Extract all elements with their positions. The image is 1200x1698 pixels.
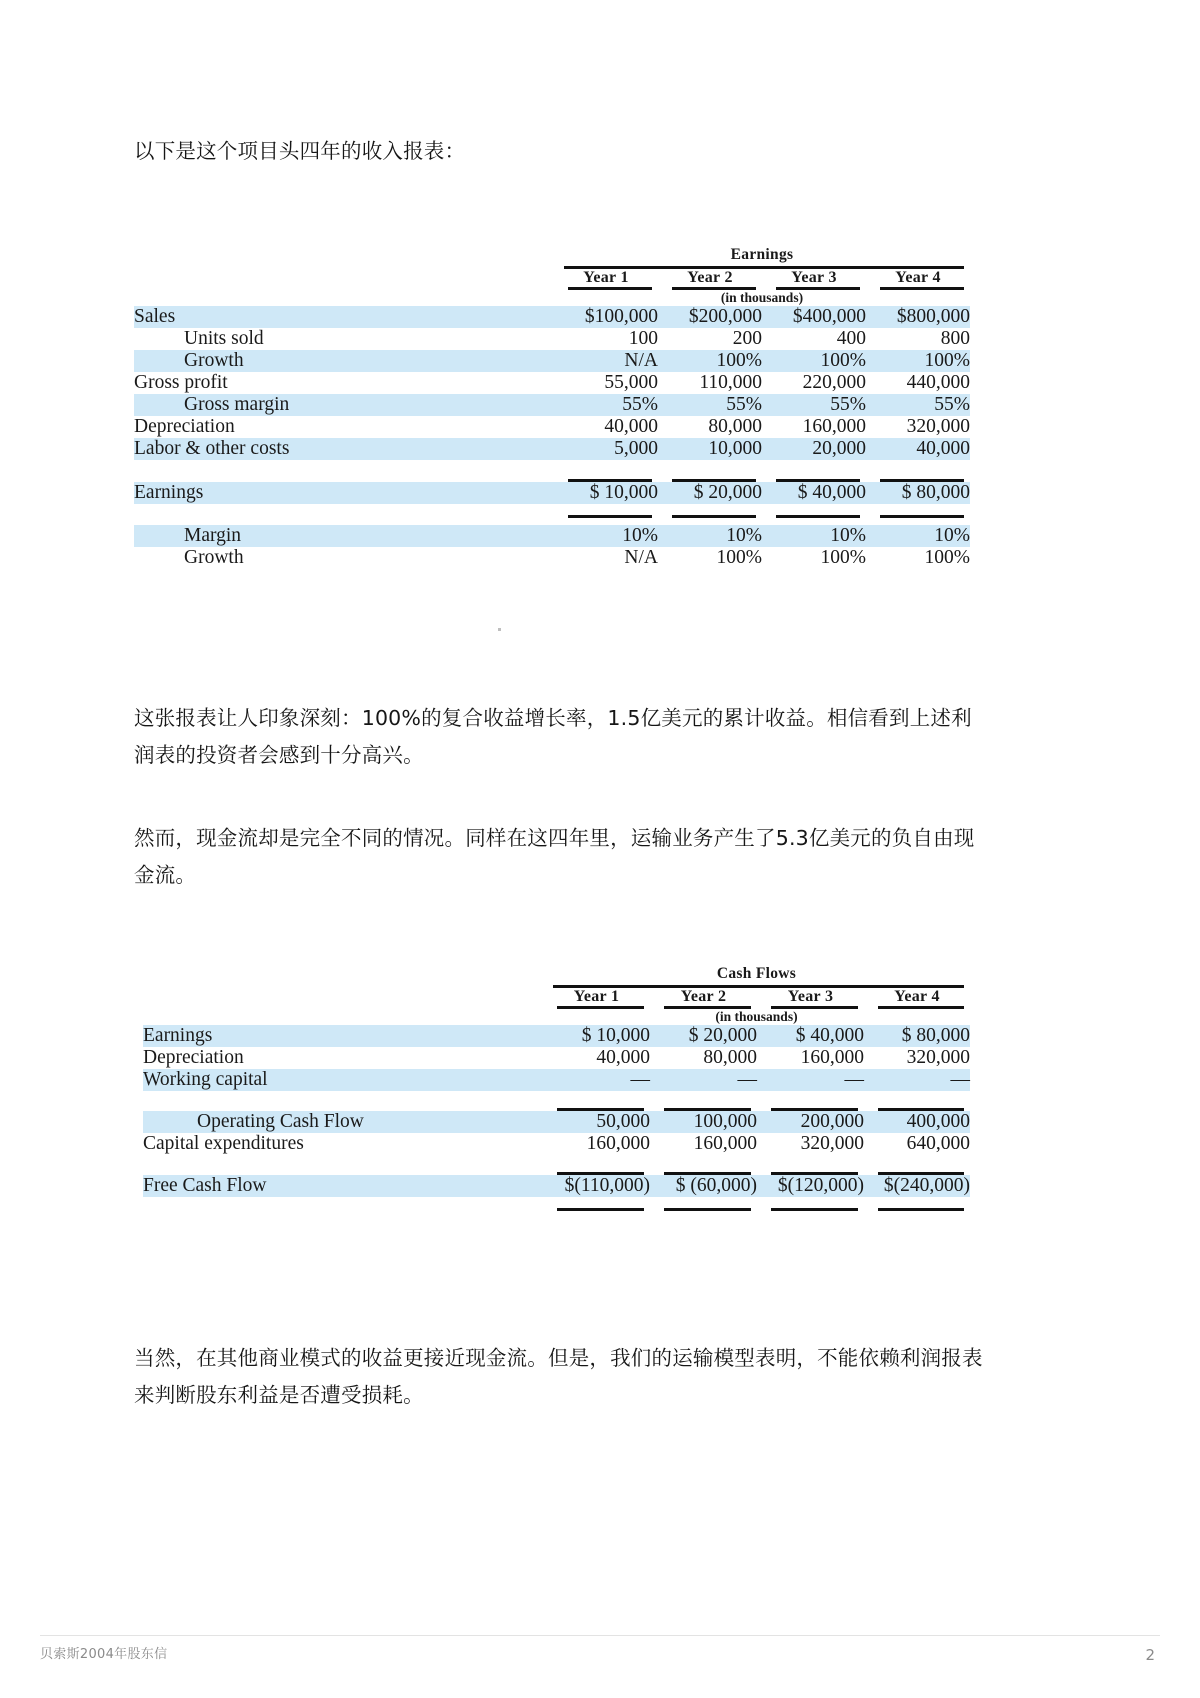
table-row (134, 438, 970, 460)
total-value-year-1: $ 10,000 (589, 482, 658, 503)
paragraph-closing-text: 当然，在其他商业模式的收益更接近现金流。但是，我们的运输模型表明，不能依赖利润报表来判断股东利益是否遭受损耗。 (134, 1346, 983, 1407)
paragraph-before-cashflow-text: 然而，现金流却是完全不同的情况。同样在这四年里，运输业务产生了5.3亿美元的负自由现金流。 (134, 826, 975, 887)
header-blank-cell (143, 988, 543, 1006)
row-value-year-3: 220,000 (802, 372, 866, 393)
row-value-year-1: 40,000 (604, 416, 658, 437)
row-value-year-4: 100% (924, 547, 970, 568)
row-label: Margin (184, 525, 242, 546)
spacer-cell (134, 518, 554, 525)
total-row-label: Earnings (134, 482, 204, 503)
subtotal-rule-3 (757, 1091, 864, 1111)
earnings-subtotal-rule-row (134, 460, 970, 482)
fcf-rule-3 (757, 1155, 864, 1175)
total-value-year-3: $(120,000) (777, 1175, 864, 1196)
row-label: Depreciation (134, 416, 235, 437)
column-header-year-2: Year 2 (687, 269, 733, 286)
row-value-year-2: 10,000 (708, 438, 762, 459)
column-header-year-1: Year 1 (583, 269, 629, 286)
table-row (134, 372, 970, 394)
cashflow-units-row (143, 1009, 970, 1025)
row-value-year-4: 320,000 (906, 416, 970, 437)
free-cash-flow-row (143, 1175, 970, 1197)
row-value-year-1: 40,000 (596, 1047, 650, 1068)
table-row (143, 1069, 970, 1091)
row-value-year-3: — (844, 1069, 864, 1090)
row-value-year-2: 160,000 (693, 1133, 757, 1154)
closing-rule-2 (650, 1197, 757, 1211)
row-label: Gross margin (184, 394, 290, 415)
spacer-cell (658, 518, 762, 525)
spacer-cell (554, 518, 658, 525)
paragraph-closing (134, 1340, 990, 1414)
table-row (134, 394, 970, 416)
row-value-year-2: 100% (716, 350, 762, 371)
spacer-cell (143, 1155, 543, 1175)
footer-divider (40, 1635, 1160, 1636)
row-value-year-2: — (737, 1069, 757, 1090)
total-value-year-1: $(110,000) (564, 1175, 650, 1196)
row-value-year-1: 10% (622, 525, 658, 546)
row-value-year-1: $ 10,000 (581, 1025, 650, 1046)
subtotal-rule-1 (543, 1091, 650, 1111)
footer-source: 贝索斯2004年股东信 (40, 1647, 168, 1662)
total-value-year-3: $ 40,000 (797, 482, 866, 503)
subtotal-rule-3 (762, 460, 866, 482)
table-row (134, 416, 970, 438)
cashflow-title-row (143, 965, 970, 983)
row-value-year-3: 320,000 (800, 1133, 864, 1154)
earnings-total-row (134, 482, 970, 504)
subtotal-rule-2 (658, 460, 762, 482)
row-value-year-4: 440,000 (906, 372, 970, 393)
row-value-year-2: 100% (716, 547, 762, 568)
total-value-year-2: $ 20,000 (693, 482, 762, 503)
row-label: Growth (184, 547, 244, 568)
row-value-year-3: 10% (830, 525, 866, 546)
table-row (143, 1133, 970, 1155)
spacer-cell (143, 965, 543, 983)
spacer-cell (134, 246, 554, 264)
spacer-cell (762, 518, 866, 525)
total-rule-3 (762, 504, 866, 518)
spacer-cell (143, 1091, 543, 1111)
header-blank-cell (134, 269, 554, 287)
column-header-year-3: Year 3 (791, 269, 837, 286)
row-value-year-4: — (950, 1069, 970, 1090)
row-value-year-3: 20,000 (812, 438, 866, 459)
row-value-year-4: $800,000 (896, 306, 970, 327)
spacer-cell (134, 460, 554, 482)
row-value-year-4: 55% (934, 394, 970, 415)
earnings-header-row (134, 269, 970, 287)
spacer-cell (866, 518, 970, 525)
row-label: Depreciation (143, 1047, 244, 1068)
row-label: Working capital (143, 1069, 268, 1090)
row-value-year-3: 100% (820, 547, 866, 568)
subtotal-value-year-1: 50,000 (596, 1111, 650, 1132)
total-rule-4 (866, 504, 970, 518)
paragraph-after-earnings-text: 这张报表让人印象深刻：100%的复合收益增长率，1.5亿美元的累计收益。相信看到上述利润表的投资者会感到十分高兴。 (134, 706, 972, 767)
row-label: Gross profit (134, 372, 228, 393)
row-value-year-3: $ 40,000 (795, 1025, 864, 1046)
spacer-cell (134, 504, 554, 518)
cashflow-subtotal-row (143, 1111, 970, 1133)
row-label: Capital expenditures (143, 1133, 304, 1154)
fcf-rule-2 (650, 1155, 757, 1175)
earnings-table-title: Earnings (730, 246, 794, 263)
row-label: Earnings (143, 1025, 213, 1046)
total-value-year-2: $ (60,000) (675, 1175, 757, 1196)
subtotal-row-label: Operating Cash Flow (197, 1111, 364, 1132)
row-value-year-1: — (630, 1069, 650, 1090)
subtotal-value-year-2: 100,000 (693, 1111, 757, 1132)
row-value-year-2: 110,000 (699, 372, 762, 393)
total-row-label: Free Cash Flow (143, 1175, 267, 1196)
column-header-year-3: Year 3 (787, 988, 834, 1005)
paragraph-after-earnings (134, 700, 982, 774)
row-value-year-1: 55% (622, 394, 658, 415)
cashflow-closing-rule-row (143, 1197, 970, 1211)
row-value-year-1: N/A (624, 547, 658, 568)
row-value-year-4: 100% (924, 350, 970, 371)
subtotal-rule-1 (554, 460, 658, 482)
table-row (134, 328, 970, 350)
subtotal-rule-2 (650, 1091, 757, 1111)
subtotal-rule-4 (864, 1091, 970, 1111)
cashflow-header-row (143, 988, 970, 1006)
table-row (134, 306, 970, 328)
row-value-year-4: 10% (934, 525, 970, 546)
column-header-year-4: Year 4 (894, 988, 940, 1005)
cashflow-total-rule-row (143, 1155, 970, 1175)
row-value-year-4: 320,000 (906, 1047, 970, 1068)
closing-rule-1 (543, 1197, 650, 1211)
row-value-year-1: 100 (628, 328, 658, 349)
row-value-year-3: $400,000 (792, 306, 866, 327)
row-value-year-3: 160,000 (800, 1047, 864, 1068)
spacer-cell (134, 290, 554, 306)
page-artifact-dot (498, 628, 501, 631)
subtotal-rule-4 (866, 460, 970, 482)
row-value-year-2: $200,000 (688, 306, 762, 327)
row-value-year-2: 200 (732, 328, 762, 349)
row-value-year-2: 80,000 (703, 1047, 757, 1068)
closing-rule-4 (864, 1197, 970, 1211)
row-value-year-1: $100,000 (584, 306, 658, 327)
spacer-row (134, 518, 970, 525)
closing-rule-3 (757, 1197, 864, 1211)
earnings-table (134, 246, 970, 569)
row-value-year-1: N/A (624, 350, 658, 371)
paragraph-intro-text: 以下是这个项目头四年的收入报表： (134, 139, 466, 163)
cashflow-table-title: Cash Flows (716, 965, 797, 982)
row-value-year-4: $ 80,000 (901, 1025, 970, 1046)
table-row (134, 525, 970, 547)
row-label: Sales (134, 306, 176, 327)
row-value-year-2: 10% (726, 525, 762, 546)
total-rule-2 (658, 504, 762, 518)
row-value-year-1: 55,000 (604, 372, 658, 393)
row-value-year-3: 55% (830, 394, 866, 415)
subtotal-value-year-4: 400,000 (906, 1111, 970, 1132)
cashflow-table (143, 965, 970, 1211)
total-value-year-4: $ 80,000 (901, 482, 970, 503)
earnings-title-row (134, 246, 970, 264)
column-header-year-1: Year 1 (573, 988, 620, 1005)
row-value-year-2: 80,000 (708, 416, 762, 437)
row-value-year-1: 160,000 (586, 1133, 650, 1154)
table-row (143, 1047, 970, 1069)
row-label: Units sold (184, 328, 264, 349)
table-row (143, 1025, 970, 1047)
column-header-year-2: Year 2 (680, 988, 727, 1005)
row-label: Growth (184, 350, 244, 371)
row-value-year-1: 5,000 (614, 438, 658, 459)
table-row (134, 547, 970, 569)
row-value-year-4: 640,000 (906, 1133, 970, 1154)
paragraph-intro (134, 133, 994, 170)
row-value-year-3: 100% (820, 350, 866, 371)
earnings-total-rule-row (134, 504, 970, 518)
page-number: 2 (1145, 1646, 1155, 1664)
row-value-year-2: 55% (726, 394, 762, 415)
row-label: Labor & other costs (134, 438, 290, 459)
earnings-units-row (134, 290, 970, 306)
spacer-cell (143, 1197, 543, 1211)
cashflow-subtotal-rule-row (143, 1091, 970, 1111)
row-value-year-4: 800 (940, 328, 970, 349)
row-value-year-3: 400 (836, 328, 866, 349)
subtotal-value-year-3: 200,000 (800, 1111, 864, 1132)
column-header-year-4: Year 4 (895, 269, 941, 286)
spacer-cell (143, 1009, 543, 1025)
paragraph-before-cashflow (134, 820, 990, 894)
total-rule-1 (554, 504, 658, 518)
row-value-year-4: 40,000 (916, 438, 970, 459)
row-value-year-2: $ 20,000 (688, 1025, 757, 1046)
fcf-rule-1 (543, 1155, 650, 1175)
total-value-year-4: $(240,000) (883, 1175, 970, 1196)
cashflow-units-note: (in thousands) (715, 1009, 798, 1024)
fcf-rule-4 (864, 1155, 970, 1175)
row-value-year-3: 160,000 (802, 416, 866, 437)
earnings-units-note: (in thousands) (720, 290, 804, 305)
table-row (134, 350, 970, 372)
